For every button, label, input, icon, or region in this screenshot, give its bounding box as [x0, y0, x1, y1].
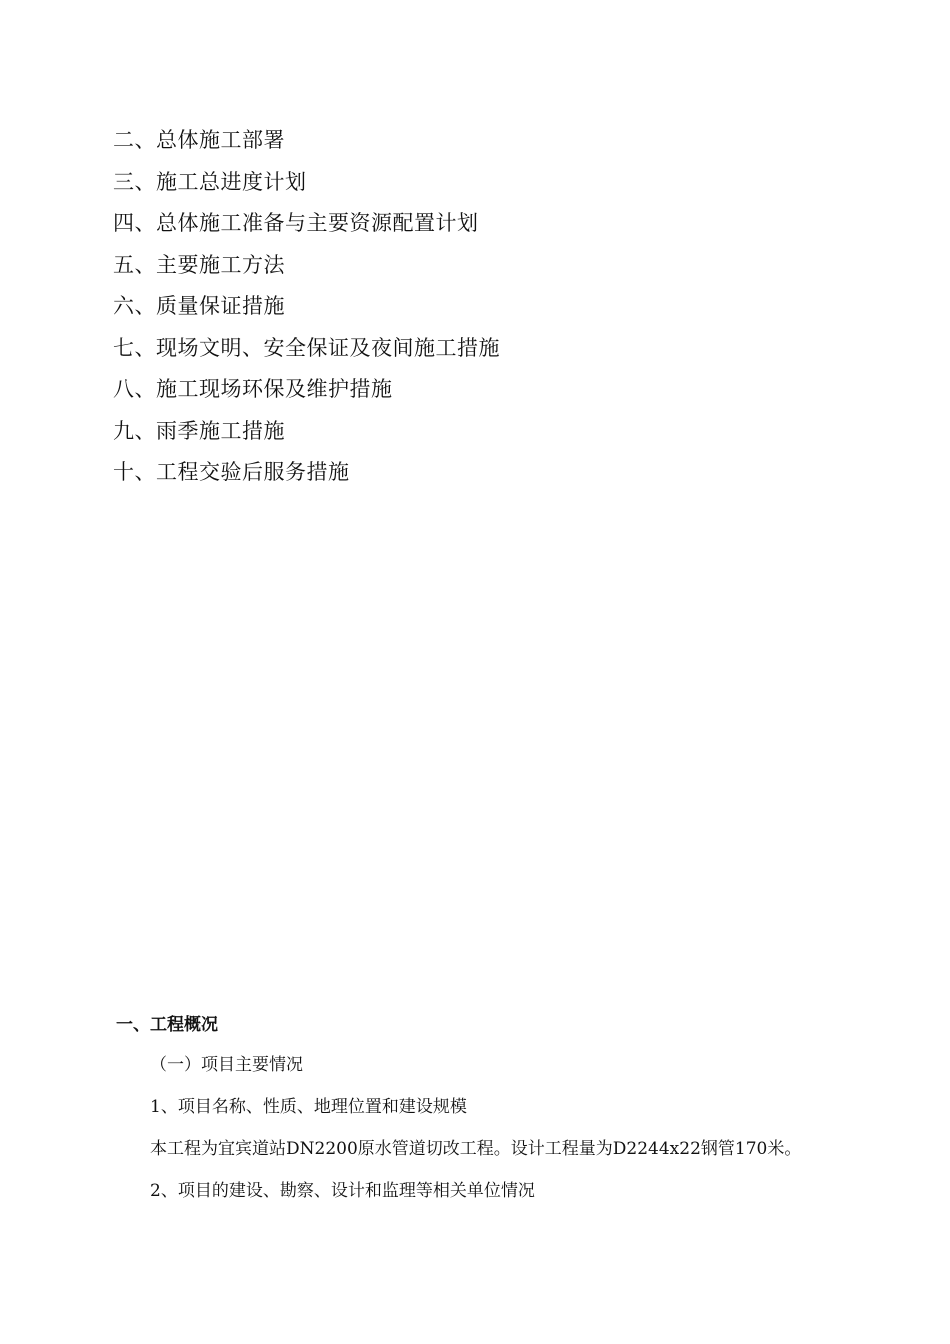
item-1-title: 1、项目名称、性质、地理位置和建设规模	[150, 1097, 467, 1117]
toc-item: 四、总体施工准备与主要资源配置计划	[113, 211, 479, 235]
toc-item: 二、总体施工部署	[113, 128, 285, 152]
toc-item: 十、工程交验后服务措施	[113, 460, 350, 484]
toc-item: 七、现场文明、安全保证及夜间施工措施	[113, 335, 500, 360]
section-body	[150, 1052, 801, 1220]
toc-item: 八、施工现场环保及维护措施	[113, 377, 393, 401]
toc-item: 六、质量保证措施	[113, 294, 285, 318]
toc-item: 五、主要施工方法	[113, 252, 285, 277]
section-heading: 一、工程概况	[116, 1015, 218, 1035]
item-1-body: 本工程为宜宾道站DN2200原水管道切改工程。设计工程量为D2244x22钢管170米。	[150, 1139, 802, 1159]
subheading: （一）项目主要情况	[150, 1055, 303, 1075]
toc-item: 三、施工总进度计划	[113, 169, 307, 194]
table-of-contents	[113, 124, 500, 498]
item-2-title: 2、项目的建设、勘察、设计和监理等相关单位情况	[150, 1181, 535, 1201]
toc-item: 九、雨季施工措施	[113, 418, 285, 443]
